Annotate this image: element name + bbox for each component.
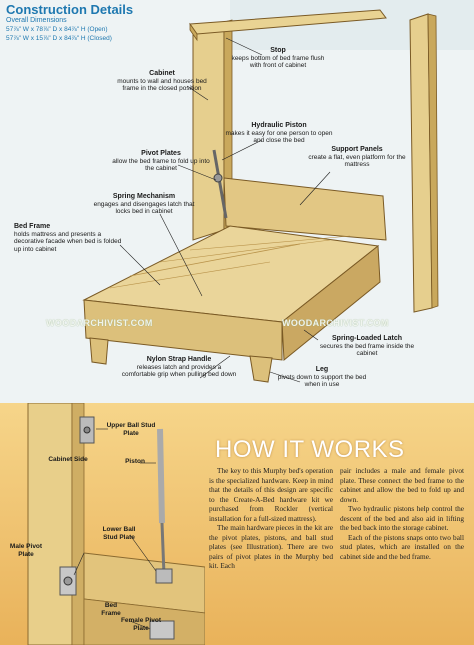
label-pivot-plates <box>108 150 214 173</box>
illus-female-pivot-plate: Female Pivot Plate <box>120 617 162 632</box>
how-it-works-col-1 <box>209 466 333 571</box>
label-cabinet-title: Cabinet <box>149 70 175 77</box>
label-leg-text: pivots down to support the bed when in use <box>277 373 367 389</box>
paragraph: Two hydraulic pistons help control the descent of the bed and also aid in lifting the bed back into the storage cabinet. <box>340 504 464 533</box>
paragraph: Each of the pistons snaps onto two ball stud plates, which are installed on the cabinet side and the bed frame. <box>340 532 464 561</box>
label-nylon-strap-handle <box>120 356 238 379</box>
label-spring-mechanism-text: engages and disengages latch that locks bed in cabinet <box>93 200 195 216</box>
illus-cabinet-side: Cabinet Side <box>48 456 88 463</box>
paragraph: The main hardware pieces in the kit are the pivot plates, pistons, and ball stud plates (see Illustration). There are two pairs of pivot plates in the Murphy bed kit. Each <box>209 523 333 571</box>
paragraph: The key to this Murphy bed's operation is the specialized hardware. Keep in mind that the details of this design are specific to the Create-A-Bed hardware kit we purchased from Rockler (vertical installation for a full-sized mattress). <box>209 466 333 523</box>
illus-upper-ball-stud-plate: Upper Ball Stud Plate <box>106 422 156 437</box>
dimension-closed: 57⅞" W x 15⅞" D x 84⅞" H (Closed) <box>6 35 112 42</box>
label-cabinet <box>112 70 212 93</box>
paragraph: pair includes a male and female pivot plate. These connect the bed frame to the cabinet and allow the bed to fold up and down. <box>340 466 464 504</box>
label-leg-title: Leg <box>315 366 329 373</box>
label-spring-mechanism <box>88 193 200 216</box>
label-stop <box>226 47 330 70</box>
watermark: WOODARCHIVIST.COM <box>46 318 153 328</box>
dimension-open: 57⅞" W x 78⅞" D x 84⅞" H (Open) <box>6 26 108 33</box>
label-bed-frame-title: Bed Frame <box>14 223 51 230</box>
label-support-panels-text: create a flat, even platform for the mattress <box>308 153 406 169</box>
illus-male-pivot-plate: Male Pivot Plate <box>9 543 43 558</box>
label-leg <box>274 366 370 389</box>
label-hydraulic-piston-title: Hydraulic Piston <box>251 122 307 129</box>
overall-dimensions-label: Overall Dimensions <box>6 17 67 24</box>
page-title: Construction Details <box>6 2 134 17</box>
label-stop-text: keeps bottom of bed frame flush with front of cabinet <box>231 54 325 70</box>
label-spring-loaded-latch-text: secures the bed frame inside the cabinet <box>319 342 415 358</box>
illus-piston: Piston <box>125 458 145 465</box>
label-spring-loaded-latch-title: Spring-Loaded Latch <box>332 335 402 342</box>
label-nylon-strap-handle-title: Nylon Strap Handle <box>146 356 212 363</box>
label-pivot-plates-text: allow the bed frame to fold up into the cabinet <box>112 157 210 173</box>
label-spring-mechanism-title: Spring Mechanism <box>112 193 176 200</box>
label-nylon-strap-handle-text: releases latch and provides a comfortable grip when pulling bed down <box>121 363 237 379</box>
illus-lower-ball-stud-plate: Lower Ball Stud Plate <box>102 526 136 541</box>
label-cabinet-text: mounts to wall and houses bed frame in the closed position <box>117 77 207 93</box>
how-it-works-title: HOW IT WORKS <box>215 436 405 463</box>
label-bed-frame <box>14 223 126 253</box>
label-hydraulic-piston <box>224 122 334 145</box>
label-support-panels <box>306 146 408 169</box>
label-hydraulic-piston-text: makes it easy for one person to open and close the bed <box>225 129 333 145</box>
label-bed-frame-text: holds mattress and presents a decorative facade when bed is folded up into cabinet <box>14 230 122 253</box>
label-support-panels-title: Support Panels <box>331 146 383 153</box>
illus-bed-frame: Bed Frame <box>101 602 121 617</box>
label-stop-title: Stop <box>270 47 286 54</box>
watermark: WOODARCHIVIST.COM <box>282 318 389 328</box>
how-it-works-col-2 <box>340 466 464 561</box>
label-spring-loaded-latch <box>314 335 420 358</box>
label-pivot-plates-title: Pivot Plates <box>141 150 181 157</box>
